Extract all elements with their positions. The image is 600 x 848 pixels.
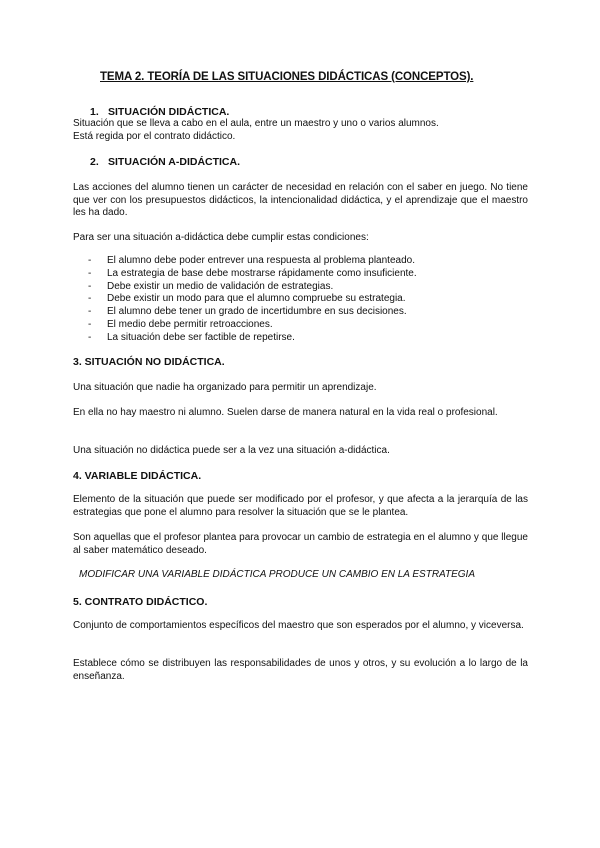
section-3-paragraph-1: Una situación que nadie ha organizado para permitir un aprendizaje. [73, 382, 377, 393]
section-4-paragraph-1: Elemento de la situación que puede ser modificado por el profesor, y que afecta a la jerarquía de las estrategias que pone el alumno para resolver la situación que se le plantea. [73, 494, 528, 518]
section-4-heading: 4. VARIABLE DIDÁCTICA. [73, 470, 202, 482]
section-5-heading: 5. CONTRATO DIDÁCTICO. [73, 596, 208, 608]
bullet-dash: - [88, 331, 92, 343]
list-item: - La estrategia de base debe mostrarse rápidamente como insuficiente. [88, 267, 417, 279]
section-1-paragraph-2: Está regida por el contrato didáctico. [73, 131, 236, 142]
bullet-dash: - [88, 306, 92, 318]
section-2-heading [90, 156, 240, 168]
section-2-paragraph-2: Para ser una situación a-didáctica debe cumplir estas condiciones: [73, 232, 369, 243]
section-5-paragraph-1: Conjunto de comportamientos específicos del maestro que son esperados por el alumno, y viceversa. [73, 620, 524, 631]
section-4-paragraph-2: Son aquellas que el profesor plantea para provocar un cambio de estrategia en el alumno y que llegue al saber matemático deseado. [73, 532, 528, 556]
section-2-number: 2. [90, 156, 99, 168]
bullet-dash: - [88, 293, 92, 305]
section-1-number: 1. [90, 106, 99, 118]
section-2-paragraph-1: Las acciones del alumno tienen un carácter de necesidad en relación con el saber en juego. No tiene que ver con los presupuestos didácticos, la intencionalidad didáctica, y el aprendizaje que el maestro les ha dado. [73, 182, 528, 219]
section-5-paragraph-2: Establece cómo se distribuyen las responsabilidades de unos y otros, y su evolución a lo largo de la enseñanza. [73, 658, 528, 682]
list-item: - Debe existir un modo para que el alumno compruebe su estrategia. [88, 293, 406, 305]
list-item: - Debe existir un medio de validación de estrategias. [88, 280, 334, 292]
conditions-list [88, 255, 417, 345]
bullet-dash: - [88, 267, 92, 279]
bullet-dash: - [88, 318, 92, 330]
section-3-paragraph-3: Una situación no didáctica puede ser a la vez una situación a-didáctica. [73, 445, 390, 456]
list-item: - El alumno debe tener un grado de incertidumbre en sus decisiones. [88, 306, 407, 318]
bullet-dash: - [88, 280, 92, 292]
bullet-dash: - [88, 255, 92, 266]
list-item: - El medio debe permitir retroacciones. [88, 318, 273, 330]
section-1-title: SITUACIÓN DIDÁCTICA. [108, 106, 230, 118]
list-item: - La situación debe ser factible de repetirse. [88, 331, 295, 343]
section-1-paragraph-1: Situación que se lleva a cabo en el aula, entre un maestro y uno o varios alumnos. [73, 118, 439, 129]
document-title: TEMA 2. TEORÍA DE LAS SITUACIONES DIDÁCTICAS (CONCEPTOS). [100, 71, 474, 83]
section-4-emphasis: MODIFICAR UNA VARIABLE DIDÁCTICA PRODUCE UN CAMBIO EN LA ESTRATEGIA [79, 569, 475, 580]
list-item: - El alumno debe poder entrever una respuesta al problema planteado. [88, 255, 415, 266]
section-3-paragraph-2: En ella no hay maestro ni alumno. Suelen darse de manera natural en la vida real o profesional. [73, 407, 498, 418]
section-1-heading [90, 106, 229, 118]
section-3-heading: 3. SITUACIÓN NO DIDÁCTICA. [73, 356, 225, 368]
section-2-title: SITUACIÓN A-DIDÁCTICA. [108, 156, 241, 168]
